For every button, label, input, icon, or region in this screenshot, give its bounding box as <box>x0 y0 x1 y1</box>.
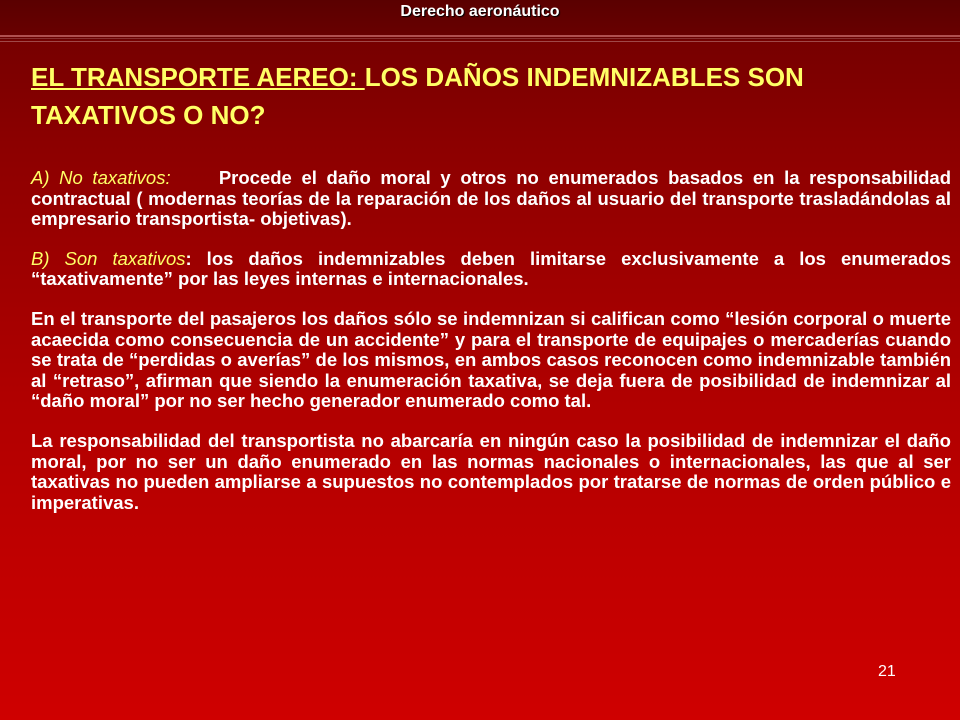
paragraph-text: La responsabilidad del transportista no abarcaría en ningún caso la posibilidad de indemnizar el daño moral, por no ser un daño enumerado en las normas nacionales o internacionales, las que al ser taxativas no pueden ampliarse a supuestos no contemplados por tratarse de normas de orden público e imperativas. <box>31 429 951 513</box>
header-divider <box>0 35 960 37</box>
header-subject: Derecho aeronáutico <box>400 3 560 20</box>
slide-body <box>31 168 951 532</box>
paragraph-text: : los daños indemnizables deben limitarse exclusivamente a los enumerados “taxativamente” por las leyes internas e internacionales. <box>31 247 951 290</box>
paragraph-responsabilidad <box>31 431 951 513</box>
paragraph-text: En el transporte del pasajeros los daños sólo se indemnizan si califican como “lesión corporal o muerte acaecida como consecuencia de un accidente” y para el transporte de equipajes o mercaderías cuando se trata de “perdidas o averías” de los mismos, en ambos casos reconocen como indemnizable también al “retraso”, afirman que siendo la enumeración taxativa, se deja fuera de posibilidad de indemnizar al “daño moral” por no ser hecho generador enumerado como tal. <box>31 307 951 412</box>
paragraph-lead: B) Son taxativos <box>31 247 186 269</box>
page-number: 21 <box>878 663 896 680</box>
header-divider-thin <box>0 38 960 39</box>
paragraph-lead: A) No taxativos: <box>31 167 171 188</box>
paragraph-text: Procede el daño moral y otros no enumerados basados en la responsabilidad contractual ( modernas teorías de la reparación de los daños al usuario del transporte trasladándolas al empresario transportista- objetivas). <box>31 167 952 230</box>
paragraph-no-taxativos <box>31 168 951 230</box>
paragraph-transporte-pasajeros <box>31 309 951 412</box>
slide-title-underlined: EL TRANSPORTE AEREO: <box>31 62 365 92</box>
slide-title-rest: LOS DAÑOS INDEMNIZABLES SON TAXATIVOS O NO? <box>31 62 804 130</box>
paragraph-son-taxativos <box>31 249 951 290</box>
slide-title <box>31 58 931 134</box>
header-divider-thin-2 <box>0 41 960 42</box>
